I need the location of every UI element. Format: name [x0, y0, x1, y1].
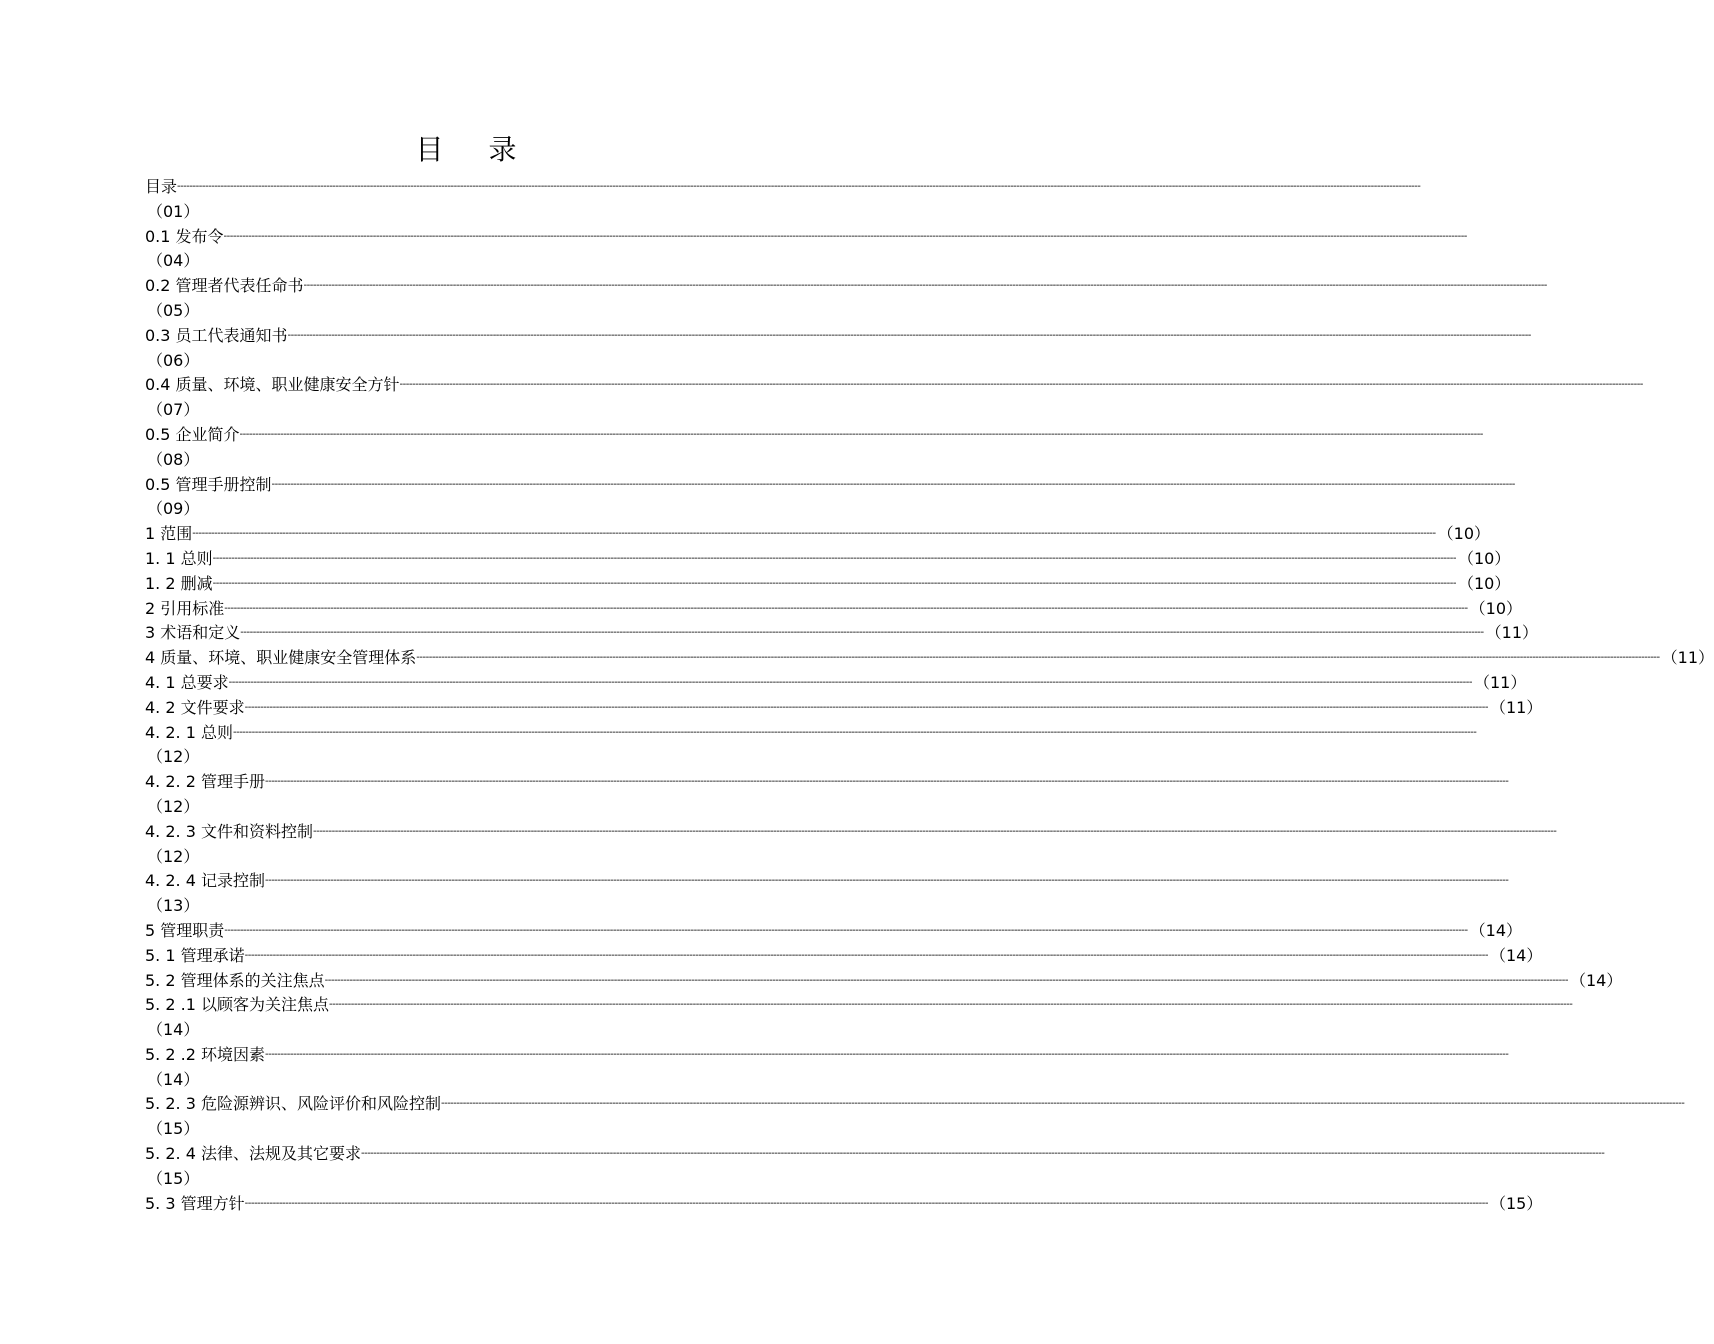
toc-entry-label: 0.5 管理手册控制	[145, 474, 272, 494]
dot-leader: ----------------------------------------------------------------------------------------------------------------------------------------------------------------------------------------------------------------------------------------------------------------------------------------------------------------------------------------------------------------------------------------------------------------	[271, 478, 1515, 490]
dot-leader: ----------------------------------------------------------------------------------------------------------------------------------------------------------------------------------------------------------------------------------------------------------------------------------------------------------------------------------------------------------------------------------------------------------------	[232, 726, 1477, 738]
dot-leader: ----------------------------------------------------------------------------------------------------------------------------------------------------------------------------------------------------------------------------------------------------------------------------------------------------------------------------------------------------------------------------------------------------------------	[240, 627, 1484, 639]
dot-leader: ----------------------------------------------------------------------------------------------------------------------------------------------------------------------------------------------------------------------------------------------------------------------------------------------------------------------------------------------------------------------------------------------------------------	[324, 974, 1568, 986]
toc-entry[interactable]	[145, 770, 1509, 820]
toc-entry[interactable]	[145, 671, 1527, 696]
dot-leader: ----------------------------------------------------------------------------------------------------------------------------------------------------------------------------------------------------------------------------------------------------------------------------------------------------------------------------------------------------------------------------------------------------------------	[192, 528, 1436, 540]
toc-entry-label: 5. 2. 4 法律、法规及其它要求	[145, 1144, 361, 1164]
dot-leader: ----------------------------------------------------------------------------------------------------------------------------------------------------------------------------------------------------------------------------------------------------------------------------------------------------------------------------------------------------------------------------------------------------------------	[224, 924, 1468, 936]
toc-entry-label: 5. 3 管理方针	[145, 1193, 245, 1213]
toc-entry-label: 0.2 管理者代表任命书	[145, 276, 304, 296]
toc-entry[interactable]	[145, 473, 1515, 523]
toc-entry-page: （01）	[147, 201, 200, 221]
toc-entry-page: （12）	[147, 747, 200, 767]
dot-leader: ----------------------------------------------------------------------------------------------------------------------------------------------------------------------------------------------------------------------------------------------------------------------------------------------------------------------------------------------------------------------------------------------------------------	[244, 1197, 1488, 1209]
toc-entry-label: 1 范围	[145, 524, 193, 544]
toc-entry[interactable]	[145, 869, 1509, 919]
toc-entry-label: 0.4 质量、环境、职业健康安全方针	[145, 375, 400, 395]
dot-leader: ----------------------------------------------------------------------------------------------------------------------------------------------------------------------------------------------------------------------------------------------------------------------------------------------------------------------------------------------------------------------------------------------------------------	[224, 602, 1468, 614]
toc-entry-label: 5. 1 管理承诺	[145, 945, 245, 965]
toc-entry-page: （04）	[147, 251, 200, 271]
dot-leader: ----------------------------------------------------------------------------------------------------------------------------------------------------------------------------------------------------------------------------------------------------------------------------------------------------------------------------------------------------------------------------------------------------------------	[303, 280, 1547, 292]
toc-entry[interactable]	[145, 572, 1511, 597]
toc-entry[interactable]	[145, 621, 1539, 646]
toc-entry[interactable]	[145, 646, 1714, 671]
toc-entry-label: 0.5 企业简介	[145, 424, 240, 444]
toc-entry-page: （13）	[147, 896, 200, 916]
toc-entry-label: 5 管理职责	[145, 920, 225, 940]
dot-leader: ----------------------------------------------------------------------------------------------------------------------------------------------------------------------------------------------------------------------------------------------------------------------------------------------------------------------------------------------------------------------------------------------------------------	[244, 701, 1488, 713]
toc-entry-page: （14）	[147, 1069, 200, 1089]
toc-entry-page: （05）	[147, 300, 200, 320]
toc-entry[interactable]	[145, 225, 1467, 275]
toc-entry[interactable]	[145, 1142, 1605, 1192]
toc-entry-page: （12）	[147, 796, 200, 816]
toc-entry[interactable]	[145, 423, 1483, 473]
toc-entry-page: （08）	[147, 449, 200, 469]
dot-leader: ----------------------------------------------------------------------------------------------------------------------------------------------------------------------------------------------------------------------------------------------------------------------------------------------------------------------------------------------------------------------------------------------------------------	[264, 875, 1509, 887]
toc-entry-label: 4. 2. 1 总则	[145, 722, 233, 742]
toc-entry-page: （15）	[1489, 1193, 1543, 1213]
dot-leader: ----------------------------------------------------------------------------------------------------------------------------------------------------------------------------------------------------------------------------------------------------------------------------------------------------------------------------------------------------------------------------------------------------------------	[360, 1148, 1605, 1160]
toc-entry-page: （15）	[147, 1168, 200, 1188]
toc-entry-label: 5. 2 管理体系的关注焦点	[145, 970, 325, 990]
toc-entry[interactable]	[145, 274, 1547, 324]
toc-entry-label: 5. 2. 3 危险源辨识、风险评价和风险控制	[145, 1094, 441, 1114]
toc-entry-label: 4. 2 文件要求	[145, 697, 245, 717]
dot-leader: ----------------------------------------------------------------------------------------------------------------------------------------------------------------------------------------------------------------------------------------------------------------------------------------------------------------------------------------------------------------------------------------------------------------	[312, 825, 1557, 837]
toc-entry[interactable]	[145, 1092, 1685, 1142]
toc-entry-page: （12）	[147, 846, 200, 866]
toc-entry[interactable]	[145, 522, 1491, 547]
toc-entry-label: 4. 2. 2 管理手册	[145, 772, 265, 792]
toc-entry-page: （14）	[147, 1020, 200, 1040]
toc-entry[interactable]	[145, 696, 1543, 721]
toc-entry[interactable]	[145, 1192, 1543, 1217]
dot-leader: ----------------------------------------------------------------------------------------------------------------------------------------------------------------------------------------------------------------------------------------------------------------------------------------------------------------------------------------------------------------------------------------------------------------	[239, 428, 1483, 440]
toc-entry[interactable]	[145, 175, 1421, 225]
dot-leader: ----------------------------------------------------------------------------------------------------------------------------------------------------------------------------------------------------------------------------------------------------------------------------------------------------------------------------------------------------------------------------------------------------------------	[440, 1098, 1685, 1110]
toc-entry-label: 2 引用标准	[145, 598, 225, 618]
toc-entry-label: 4. 2. 3 文件和资料控制	[145, 821, 313, 841]
toc-entry-page: （11）	[1489, 697, 1543, 717]
toc-entry-page: （11）	[1473, 672, 1527, 692]
table-of-contents	[145, 175, 1714, 1216]
toc-entry-label: 3 术语和定义	[145, 623, 241, 643]
dot-leader: ----------------------------------------------------------------------------------------------------------------------------------------------------------------------------------------------------------------------------------------------------------------------------------------------------------------------------------------------------------------------------------------------------------------	[287, 329, 1531, 341]
dot-leader: ----------------------------------------------------------------------------------------------------------------------------------------------------------------------------------------------------------------------------------------------------------------------------------------------------------------------------------------------------------------------------------------------------------------	[416, 652, 1660, 664]
toc-entry-label: 5. 2 .2 环境因素	[145, 1044, 265, 1064]
toc-entry-page: （06）	[147, 350, 200, 370]
toc-entry[interactable]	[145, 1043, 1509, 1093]
dot-leader: ----------------------------------------------------------------------------------------------------------------------------------------------------------------------------------------------------------------------------------------------------------------------------------------------------------------------------------------------------------------------------------------------------------------	[228, 676, 1472, 688]
toc-entry-label: 0.3 员工代表通知书	[145, 325, 288, 345]
toc-entry[interactable]	[145, 993, 1573, 1043]
toc-entry[interactable]	[145, 820, 1557, 870]
toc-entry-page: （07）	[147, 400, 200, 420]
toc-entry-page: （10）	[1457, 573, 1511, 593]
dot-leader: ----------------------------------------------------------------------------------------------------------------------------------------------------------------------------------------------------------------------------------------------------------------------------------------------------------------------------------------------------------------------------------------------------------------	[328, 999, 1573, 1011]
toc-entry[interactable]	[145, 373, 1643, 423]
toc-entry-label: 5. 2 .1 以顾客为关注焦点	[145, 995, 329, 1015]
toc-entry-label: 4. 2. 4 记录控制	[145, 871, 265, 891]
dot-leader: ----------------------------------------------------------------------------------------------------------------------------------------------------------------------------------------------------------------------------------------------------------------------------------------------------------------------------------------------------------------------------------------------------------------	[212, 552, 1456, 564]
toc-entry-page: （11）	[1661, 648, 1714, 668]
toc-entry-page: （09）	[147, 499, 200, 519]
dot-leader: ----------------------------------------------------------------------------------------------------------------------------------------------------------------------------------------------------------------------------------------------------------------------------------------------------------------------------------------------------------------------------------------------------------------	[244, 949, 1488, 961]
dot-leader: ----------------------------------------------------------------------------------------------------------------------------------------------------------------------------------------------------------------------------------------------------------------------------------------------------------------------------------------------------------------------------------------------------------------	[177, 181, 1421, 192]
toc-entry-page: （11）	[1485, 623, 1539, 643]
dot-leader: ----------------------------------------------------------------------------------------------------------------------------------------------------------------------------------------------------------------------------------------------------------------------------------------------------------------------------------------------------------------------------------------------------------------	[264, 776, 1509, 788]
toc-entry-label: 1. 1 总则	[145, 548, 213, 568]
toc-entry-page: （10）	[1437, 524, 1491, 544]
dot-leader: ----------------------------------------------------------------------------------------------------------------------------------------------------------------------------------------------------------------------------------------------------------------------------------------------------------------------------------------------------------------------------------------------------------------	[223, 230, 1467, 242]
toc-entry[interactable]	[145, 324, 1531, 374]
toc-entry-label: 0.1 发布令	[145, 226, 224, 246]
toc-entry-label: 4 质量、环境、职业健康安全管理体系	[145, 648, 417, 668]
toc-entry-page: （10）	[1469, 598, 1523, 618]
page-title: 目 录	[415, 133, 535, 166]
toc-entry-page: （14）	[1469, 920, 1523, 940]
toc-entry-label: 1. 2 删减	[145, 573, 213, 593]
toc-entry[interactable]	[145, 721, 1477, 771]
toc-entry-page: （14）	[1489, 945, 1543, 965]
toc-entry-label: 4. 1 总要求	[145, 672, 229, 692]
toc-entry[interactable]	[145, 597, 1523, 622]
toc-entry-label: 目录	[145, 177, 178, 196]
toc-entry[interactable]	[145, 919, 1523, 944]
dot-leader: ----------------------------------------------------------------------------------------------------------------------------------------------------------------------------------------------------------------------------------------------------------------------------------------------------------------------------------------------------------------------------------------------------------------	[399, 379, 1643, 391]
dot-leader: ----------------------------------------------------------------------------------------------------------------------------------------------------------------------------------------------------------------------------------------------------------------------------------------------------------------------------------------------------------------------------------------------------------------	[264, 1048, 1509, 1060]
toc-entry[interactable]	[145, 944, 1543, 969]
toc-entry[interactable]	[145, 547, 1511, 572]
toc-entry[interactable]	[145, 969, 1623, 994]
toc-entry-page: （14）	[1569, 970, 1623, 990]
dot-leader: ----------------------------------------------------------------------------------------------------------------------------------------------------------------------------------------------------------------------------------------------------------------------------------------------------------------------------------------------------------------------------------------------------------------	[212, 577, 1456, 589]
toc-entry-page: （15）	[147, 1119, 200, 1139]
toc-entry-page: （10）	[1457, 548, 1511, 568]
